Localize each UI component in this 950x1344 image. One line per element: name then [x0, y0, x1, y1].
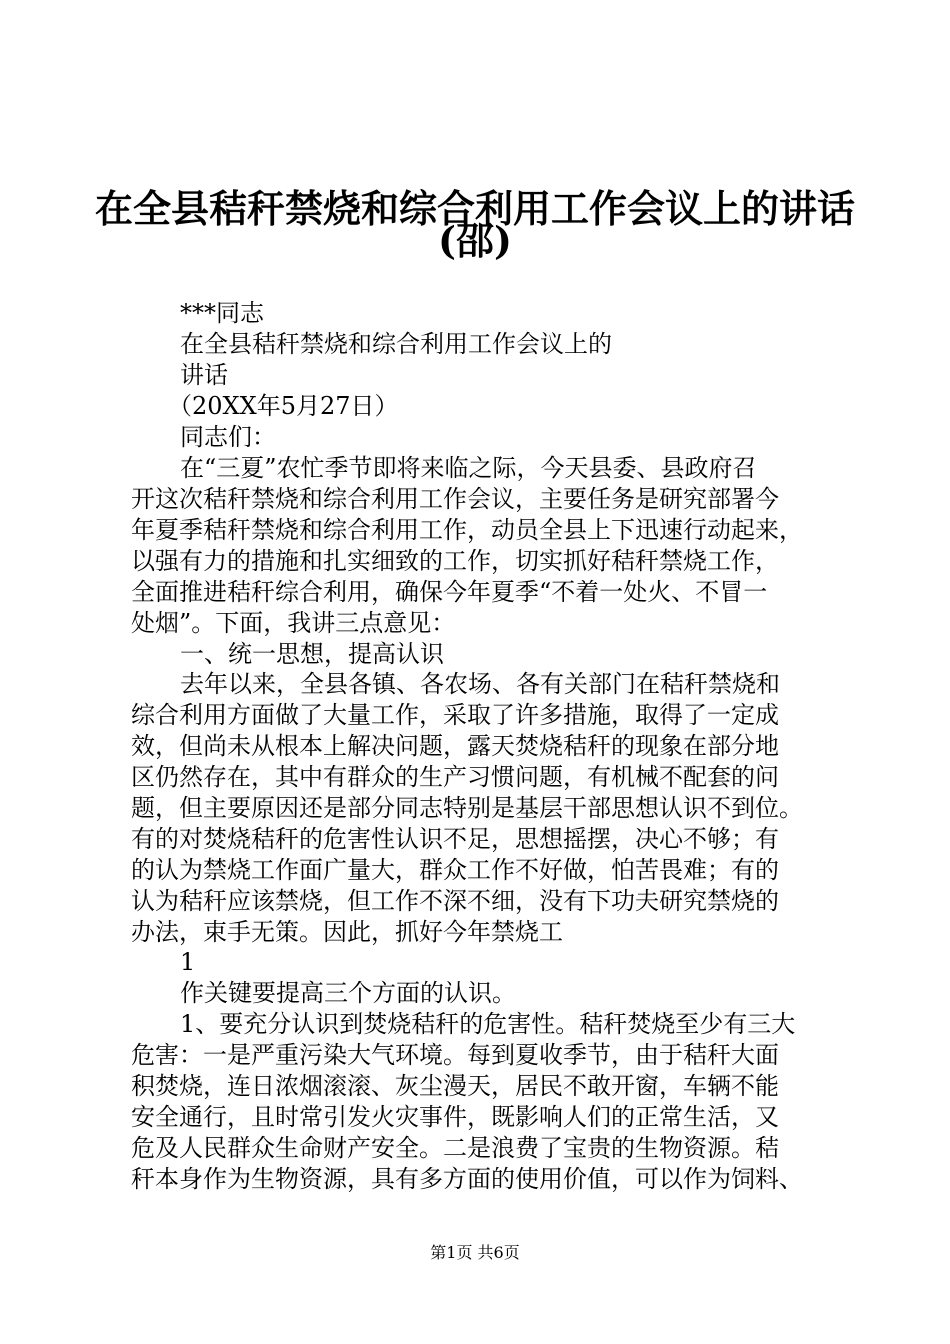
text-line: 年夏季秸秆禁烧和综合利用工作，动员全县上下迅速行动起来，: [131, 516, 803, 544]
text-line: 综合利用方面做了大量工作，采取了许多措施，取得了一定成: [131, 701, 779, 729]
text-line: 在全县秸秆禁烧和综合利用工作会议上的: [180, 330, 612, 358]
page-footer: 第1页 共6页: [430, 1243, 520, 1262]
text-line: 处烟”。下面，我讲三点意见：: [131, 609, 456, 637]
text-line: 以强有力的措施和扎实细致的工作，切实抓好秸秆禁烧工作，: [131, 547, 779, 575]
text-line: 在“三夏”农忙季节即将来临之际，今天县委、县政府召: [180, 454, 757, 482]
text-line: 作关键要提高三个方面的认识。: [180, 979, 516, 1007]
text-line: 有的对焚烧秸秆的危害性认识不足，思想摇摆，决心不够；有: [131, 825, 779, 853]
text-line: ***同志: [180, 299, 264, 327]
text-line: 题，但主要原因还是部分同志特别是基层干部思想认识不到位。: [131, 794, 803, 822]
text-line: 的认为禁烧工作面广量大，群众工作不好做，怕苦畏难；有的: [131, 856, 779, 884]
text-line: （20XX年5月27日）: [168, 392, 399, 420]
text-line: 效，但尚未从根本上解决问题，露天焚烧秸秆的现象在部分地: [131, 732, 779, 760]
text-line: 同志们：: [180, 423, 276, 451]
text-line: 安全通行，且时常引发火灾事件，既影响人们的正常生活，又: [131, 1103, 779, 1131]
text-line: 讲话: [180, 361, 228, 389]
text-line: 1、要充分认识到焚烧秸秆的危害性。秸秆焚烧至少有三大: [180, 1010, 796, 1038]
text-line: 开这次秸秆禁烧和综合利用工作会议，主要任务是研究部署今: [131, 485, 779, 513]
text-line: 去年以来，全县各镇、各农场、各有关部门在秸秆禁烧和: [180, 670, 780, 698]
document-title-line2: (邵): [438, 218, 512, 263]
section-heading: 一、统一思想，提高认识: [180, 640, 444, 668]
text-line: 全面推进秸秆综合利用，确保今年夏季“不着一处火、不冒一: [131, 578, 768, 606]
page-number-inline: 1: [180, 948, 196, 976]
text-line: 认为秸秆应该禁烧，但工作不深不细，没有下功夫研究禁烧的: [131, 887, 779, 915]
text-line: 办法，束手无策。因此，抓好今年禁烧工: [131, 918, 563, 946]
text-line: 积焚烧，连日浓烟滚滚、灰尘漫天，居民不敢开窗，车辆不能: [131, 1072, 779, 1100]
text-line: 危及人民群众生命财产安全。二是浪费了宝贵的生物资源。秸: [131, 1134, 779, 1162]
text-line: 秆本身作为生物资源，具有多方面的使用价值，可以作为饲料、: [131, 1165, 803, 1193]
text-line: 危害：一是严重污染大气环境。每到夏收季节，由于秸秆大面: [131, 1041, 779, 1069]
document-title-line1: 在全县秸秆禁烧和综合利用工作会议上的讲话: [94, 186, 855, 231]
text-line: 区仍然存在，其中有群众的生产习惯问题，有机械不配套的问: [131, 763, 779, 791]
